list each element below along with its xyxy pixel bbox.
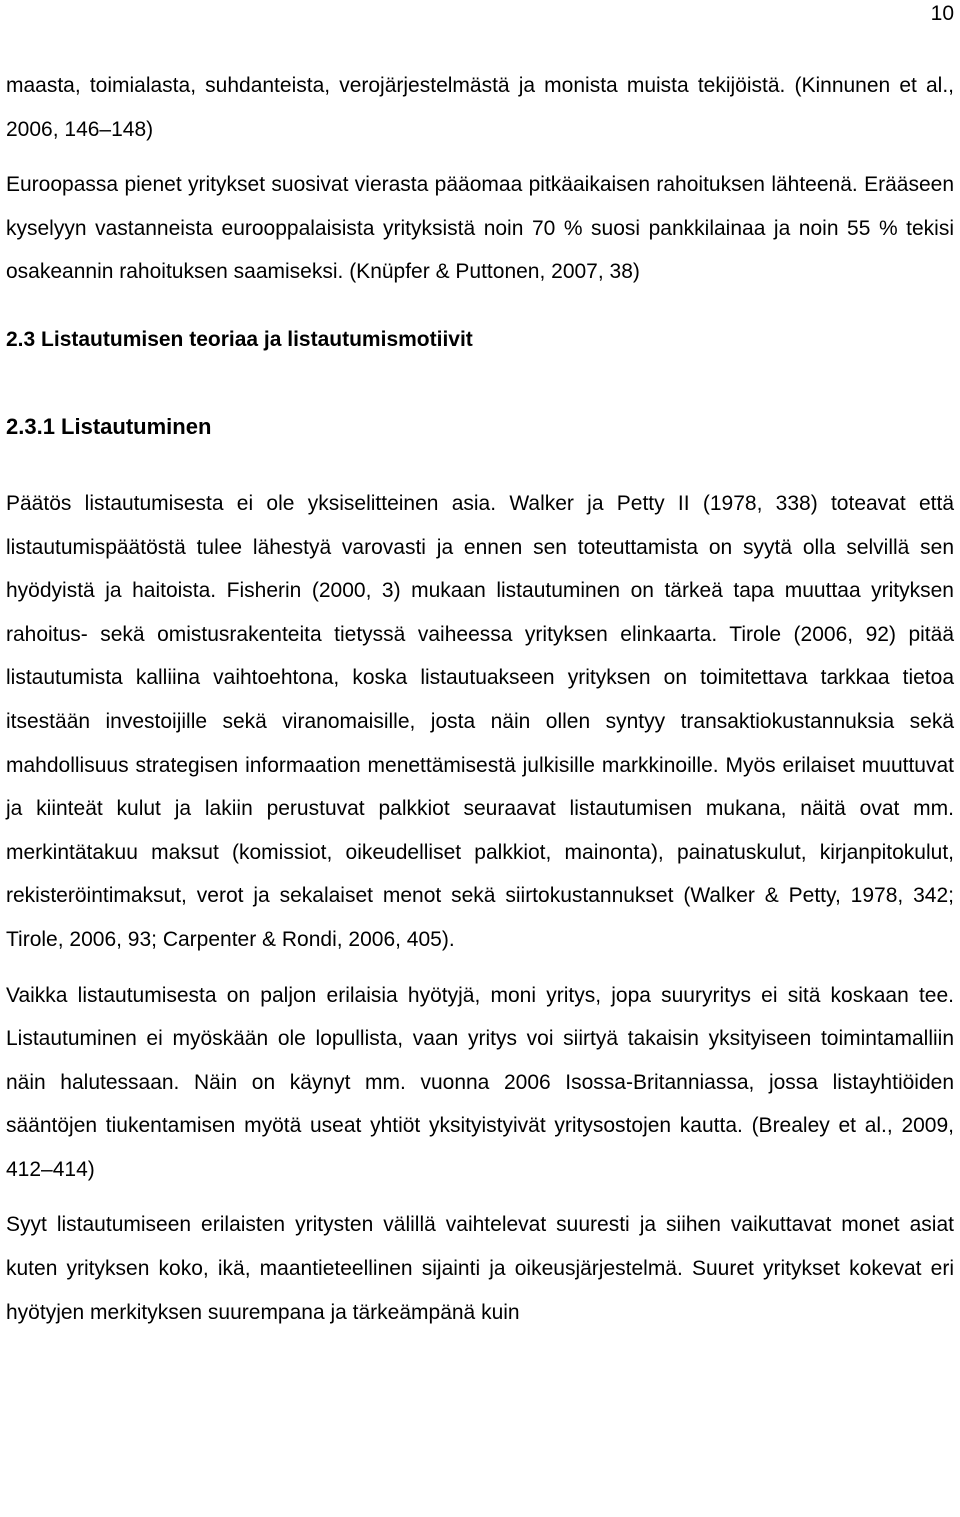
paragraph-listing-decision: Päätös listautumisesta ei ole yksiselitteinen asia. Walker ja Petty II (1978, 338) toteavat että listautumispäätöstä tulee lähestyä varovasti ja ennen sen toteuttamista on syytä olla selvillä sen hyödyistä ja haitoista. Fisherin (2000, 3) mukaan listautuminen on tärkeä tapa muuttaa yrityksen rahoitus- sekä omistusrakenteita tietyssä vaiheessa yrityksen elinkaarta. Tirole (2006, 92) pitää listautumista kalliina vaihtoehtona, koska listautuakseen yrityksen on toimitettava tarkkaa tietoa itsestään investoijille sekä viranomaisille, josta näin ollen syntyy transaktiokustannuksia sekä mahdollisuus strategisen informaation menettämisestä julkisille markkinoille. Myös erilaiset muuttuvat ja kiinteät kulut ja lakiin perustuvat palkkiot seuraavat listautumisen mukana, näitä ovat mm. merkintätakuu maksut (komissiot, oikeudelliset palkkiot, mainonta), painatuskulut, kirjanpitokulut, rekisteröintimaksut, verot ja sekalaiset menot sekä siirtokustannukset (Walker & Petty, 1978, 342; Tirole, 2006, 93; Carpenter & Rondi, 2006, 405). [6, 491, 954, 951]
page-number: 10 [930, 2, 954, 25]
paragraph-spacer [6, 962, 954, 974]
document-body [6, 64, 954, 1334]
section-spacer [6, 352, 954, 414]
paragraph-listing-benefits: Vaikka listautumisesta on paljon erilaisia hyötyjä, moni yritys, jopa suuryritys ei sitä koskaan tee. Listautuminen ei myöskään ole lopullista, vaan yritys voi siirtyä takaisin yksityiseen toimintamalliin näin halutessaan. Näin on käynyt mm. vuonna 2006 Isossa-Britanniassa, jossa listayhtiöiden sääntöjen tiukentamisen myötä useat yhtiöt yksityistyivät yritysostojen kautta. (Brealey et al., 2009, 412–414) [6, 983, 954, 1181]
subsection-heading: 2.3.1 Listautuminen [6, 413, 212, 439]
section-heading: 2.3 Listautumisen teoriaa ja listautumismotiivit [6, 327, 473, 351]
paragraph-spacer [6, 1191, 954, 1203]
paragraph-financing-factors: maasta, toimialasta, suhdanteista, verojärjestelmästä ja monista muista tekijöistä. (Kinnunen et al., 2006, 146–148) [6, 74, 954, 141]
section-spacer [6, 294, 954, 328]
paragraph-spacer [6, 151, 954, 163]
section-spacer [6, 440, 954, 482]
paragraph-europe-small-firms: Euroopassa pienet yritykset suosivat vierasta pääomaa pitkäaikaisen rahoituksen lähteenä. Erääseen kyselyyn vastanneista eurooppalaisista yrityksistä noin 70 % suosi pankkilainaa ja noin 55 % tekisi osakeannin rahoituksen saamiseksi. (Knüpfer & Puttonen, 2007, 38) [6, 173, 954, 284]
paragraph-listing-reasons: Syyt listautumiseen erilaisten yritysten välillä vaihtelevat suuresti ja siihen vaikuttavat monet asiat kuten yrityksen koko, ikä, maantieteellinen sijainti ja oikeusjärjestelmä. Suuret yritykset kokevat eri hyötyjen merkityksen suurempana ja tärkeämpänä kuin [6, 1213, 954, 1324]
